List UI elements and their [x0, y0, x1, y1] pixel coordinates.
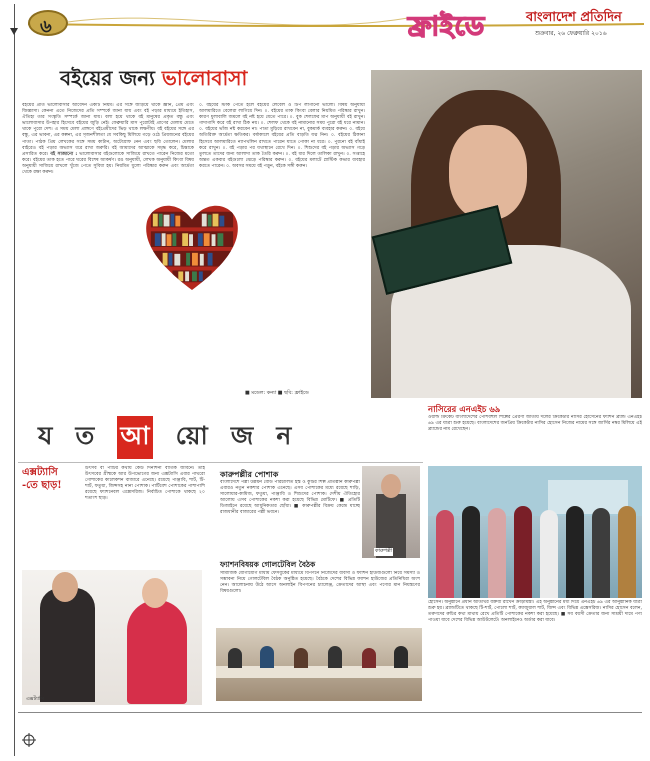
section-divider: [18, 462, 423, 463]
events-title-char-3: আ: [117, 416, 152, 459]
lead-headline: [60, 64, 247, 97]
events-title-char-1: য: [38, 421, 53, 450]
left-margin-rule: [14, 4, 15, 756]
story1-models-photo: [22, 570, 202, 705]
story2-model-photo: [362, 466, 420, 558]
events-title-char-2: ত: [75, 421, 95, 450]
newspaper-brand: বাংলাদেশ প্রতিদিন: [526, 10, 622, 25]
page-number: ৬: [40, 16, 52, 37]
story3-event-photo: [428, 466, 642, 598]
events-title-char-4: য়ো: [175, 421, 208, 450]
lead-bold-lead: বই সাজানো :: [50, 151, 78, 157]
story2-body: বাংলাদেশে পল্লী উন্নয়ন বোর্ড পরিচালিত হস্ত ও কুটির শিল্প প্রতিষ্ঠান কারুপল্লী এবারও নতুন নকশার পোশাক এনেছে। এসব পোশাকের মধ্যে রয়েছে শাড়ি, সালোয়ার-কামিজ, ফতুয়া, পাঞ্জাবি ও শিশুদের পোশাক। দেশীয় ঐতিহ্যের আলোয় এসব পোশাকের নকশা করা হয়েছে বিভিন্ন মোটিফে। ■ প্রতিটি ডিজাইনে রয়েছে আধুনিকতার ছোঁয়া। ■ কারুপল্লীর বিক্রয় কেন্দ্রে যাচ্ছে রাজধানীর বাজারের পল্লী ভবনে।: [220, 480, 360, 516]
events-title: [38, 416, 309, 459]
lead-photo-woman-reading: [371, 70, 642, 398]
footer-rule: [18, 712, 642, 713]
lead-headline-part1: বইয়ের জন্য: [60, 66, 155, 90]
events-section-header: [18, 402, 423, 464]
lead-col1-body: বইয়ের প্রতি ভালোবাসার আবেদন একটি নিয়ম। এর সঙ্গে জড়িয়ে থাকে জ্ঞান, প্রেম এবং জিজ্ঞাসা। কেননা এতে নিজেদের প্রতি সম্পর্কে জানা যায় এবং বই পড়ার মাধ্যমে ইতিহাস, ঐতিহ্য তার সংস্কৃতি সম্পর্কে জানা যায়। বলা হয়ে থাকে বই মানুষের প্রকৃত বন্ধু এবং ভালোবাসার উপহার হিসেবে বইয়ের জুড়ি নেই। ফেব্রুয়ারি মাস পুরোটাই প্রাণের মেলায় মেতে থাকে পুরো দেশ। এ সময় মেলা প্রাঙ্গণে বইপ্রেমীদের ভিড় থাকে লক্ষণীয়। বই বইয়ের সঙ্গে এর বন্ধু, এর ভাবনা, এর কল্পনা, এর সৃজনশীলতা যে সবকিছু মিলিয়ে গড়ে ওঠে প্রিয়জনের বইয়ের পাতা। পাঠক প্রিয় লেখকের সঙ্গে সময় কাটান, অটোগ্রাফ নেন এবং ছবি তোলেন। মেলার বাইরেও বই পড়ার অভ্যাস ধরে রাখা জরুরি। বই আমাদের আত্মাকে সমৃদ্ধ করে, চিন্তাকে প্রসারিত করে।: [22, 103, 194, 157]
lead-headline-part2: ভালোবাসা: [161, 66, 248, 90]
lead-photo-caption: ■ মডেল: কন্যা ■ ছবি: ফ্রাইডে: [245, 390, 309, 396]
lead-col2-body: ০. বইয়ের স্টাক পেতে হলে বইয়ের লেবেল ও টিপ লাগানো ভালো। বিষয় অনুযায়ী আলমারিতে বেলেরা লাগিয়ে দিন। ০. বইয়ের তাক কিংবা বেলার নিয়মিত পরিষ্কার রাখুন। কারণ ধুলাবালি জমলে বই নষ্ট হয়ে যেতে পারে। ০. বুক শেলফের মাপ অনুযায়ী বই রাখুন। গাদাগাদি করে বই রাখা ঠিক নয়। ০. শেলফ থেকে বই নামানোর সময় পুরো বই ধরে নামান। ০. বইয়ের ভাঁজ নষ্ট করবেন না। পাতা মুড়িয়ে রাখবেন না, বুকমার্ক ব্যবহার করুন। ০. বইয়ে অতিরিক্ত আর্দ্রতা ক্ষতিকর। বর্ষাকালে বইয়ের প্রতি বাড়তি যত্ন নিন। ০. বইয়ের ঠিকানা হিসেবে আলমারিতে ন্যাপথলিন রাখতে পারেন যাতে পোকা না ধরে। ০. পুরনো বই বাঁধাই করে রাখুন। ০. বই পড়ার পর যথাস্থানে রেখে দিন। ০. শিশুদের বই পড়ার অভ্যাস গড়ে তুলতে তাদের জন্য আলাদা তাক তৈরি করুন। ০. বই ধার দিলে তালিকা রাখুন। ০. সপ্তাহে অন্তত একবার বইগুলো ঝেড়ে পরিষ্কার করুন। ০. বইয়ের মলাটে প্লাস্টিক কভার ব্যবহার করতে পারেন। ০. অবসর সময়ে বই পড়ুন, বইকে সঙ্গী করুন।: [199, 103, 365, 169]
story2-subtitle: ফ্যাশনবিষয়ক গোলটেবিল বৈঠক: [220, 560, 316, 569]
registration-mark-icon: [22, 733, 36, 747]
heart-bookshelf-icon: [143, 200, 241, 292]
lead-col1-tail: ভালোবাসার বইগুলোকে সাজিয়ে রাখতে পারেন নিজের মতো করে। বইয়ের তাক হতে পারে ঘরের বিশেষ আকর্ষণ। রঙ অনুযায়ী, লেখক অনুযায়ী কিংবা বিষয় অনুযায়ী সাজিয়ে রাখলে খুঁজে পেতে সুবিধা হয়। নিয়মিত ধুলো পরিষ্কার করুন এবং আর্দ্রতা থেকে রক্ষা করুন।: [22, 151, 194, 176]
arrow-down-icon: [10, 28, 18, 35]
events-title-char-5: জ: [230, 421, 254, 450]
story1-model-label: এক্সট্যাসি: [26, 696, 44, 702]
story1-title: [22, 466, 82, 492]
story3-body: হোসেন। অনুষ্ঠানে প্রধান অতিথির বক্তব্য রাখেন ক্রীড়ামন্ত্রী। এই অনুষ্ঠানের মধ্য দিয়ে এনএইচ ৬৯ এর আনুষ্ঠানিক যাত্রা শুরু হয়। ব্র্যান্ডটিতে থাকছে টি-শার্ট, পোলো শার্ট, ক্যাজুয়াল শার্ট, জিন্স এবং বিভিন্ন এক্সেসরিজ। নাসির হোসেন বলেন, তরুণদের রুচির কথা মাথায় রেখে প্রতিটি পোশাকের নকশা করা হয়েছে। ■ সব বয়সী ক্রেতার জন্য সাশ্রয়ী দামে পণ্য পাওয়া যাবে দেশের বিভিন্ন আউটলেটে। অনলাইনেও অর্ডার করা যাবে।: [428, 600, 642, 624]
story2-subtext: সামাজিক যোগাযোগ মাধ্যম ফেসবুকের মাধ্যমে বিপণনে নিজেদের ব্যবসা ও ফ্যাশন হাউজগুলো নিয়ে সমস্যা ও সম্ভাবনা নিয়ে গোলটেবিল বৈঠক অনুষ্ঠিত হয়েছে। বৈঠকে দেশের বিভিন্ন ফ্যাশন হাউজের প্রতিনিধিরা অংশ নেন। আলোচনায় উঠে আসে অনলাইন বিপণনের চ্যালেঞ্জ, ক্রেতাদের আস্থা এবং পণ্যের মান নিয়ন্ত্রণের বিষয়গুলো।: [220, 571, 420, 595]
story1-body: উৎসব বা পার্টির কথায় কেউ দিনশিনা বাতিক জীবনে। তাই উৎসবের গ্রীষ্মকে আর উপভোগের জন্য এক্সট্যাসি এবার পাথরো গোশাকের কালেকশন বাজারে এনেছে। রয়েছে পাঞ্জাবি, শার্ট, টি-শার্ট, ফতুয়া, জিন্সসহ নানা পোশাক। পার্টিবেশ পোশাকের পাশাপাশি রয়েছে ফ্যাশনেবল এক্সেসরিজ। নির্বাচিত পোশাকে থাকছে ২০ শতাংশ ছাড়।: [85, 466, 205, 502]
section-title: ফ্রাইডে: [408, 12, 486, 42]
story2-roundtable-photo: [216, 628, 422, 701]
story2-model-label: কারুপল্লী: [375, 548, 393, 554]
events-title-char-6: ন: [276, 421, 292, 450]
story1-title-line2: -তে ছাড়!: [22, 480, 62, 491]
issue-date: শুক্রবার, ২৬ ফেব্রুয়ারি ২০১৬: [535, 30, 607, 37]
story1-title-line1: এক্সট্যাসি: [22, 467, 58, 478]
story2-title: কারুপল্লীর পোশাক: [220, 469, 279, 479]
story3-title: নাসিরের এনএইচ ৬৯: [428, 405, 501, 415]
story3-intro: ওয়ার্ল্ড ক্রিকেট বাংলাদেশের পেশিবহুল শিল্পের প্রেরণা জাতীয় দলের ক্রিকেটার নাসির হোসেনের ফ্যাশন ব্র্যান্ড এনএইচ ৬৯ এর যাত্রা শুরু হয়েছে। বাংলাদেশের জনপ্রিয় ক্রিকেটার নাসির হোসেন নিজের নামের সঙ্গে জার্সির নম্বর মিলিয়ে এই ব্র্যান্ডের নাম রেখেছেন।: [428, 415, 642, 433]
